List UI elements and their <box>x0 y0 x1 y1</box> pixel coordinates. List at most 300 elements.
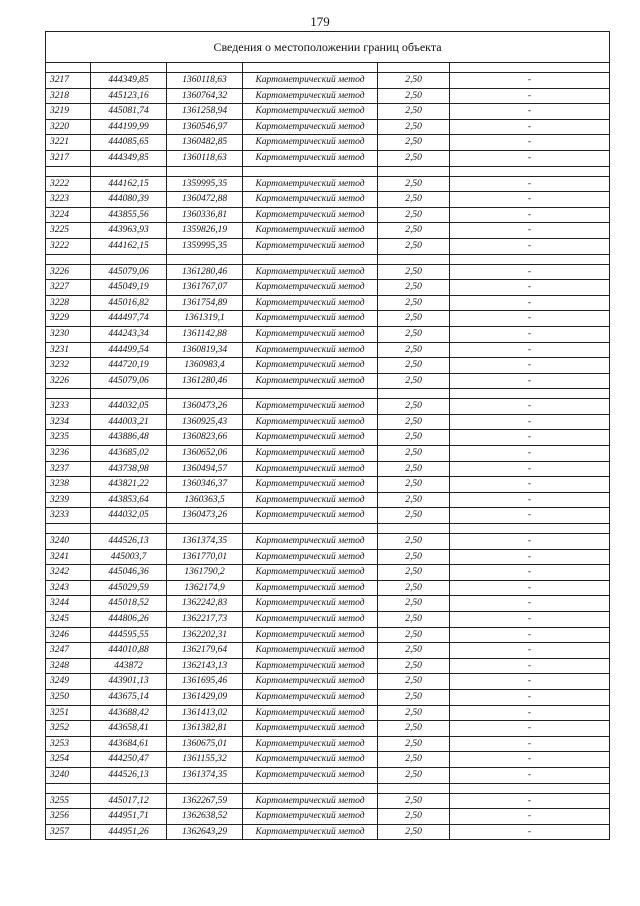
accuracy-cell: 2,50 <box>378 119 450 135</box>
accuracy-cell: 2,50 <box>378 565 450 581</box>
x-coordinate-cell: 445017,12 <box>91 793 167 809</box>
y-coordinate-cell: 1360482,85 <box>167 135 243 151</box>
empty-cell <box>46 783 91 793</box>
empty-cell <box>450 389 610 399</box>
method-cell: Картометрический метод <box>243 104 378 120</box>
remark-cell: - <box>450 150 610 166</box>
accuracy-cell: 2,50 <box>378 658 450 674</box>
remark-cell: - <box>450 824 610 840</box>
empty-cell <box>46 63 91 73</box>
y-coordinate-cell: 1362179,64 <box>167 643 243 659</box>
y-coordinate-cell: 1361695,46 <box>167 674 243 690</box>
remark-cell: - <box>450 752 610 768</box>
y-coordinate-cell: 1361767,07 <box>167 280 243 296</box>
y-coordinate-cell: 1360925,43 <box>167 414 243 430</box>
remark-cell: - <box>450 311 610 327</box>
x-coordinate-cell: 445079,06 <box>91 264 167 280</box>
table-row <box>46 311 610 327</box>
page-number: 179 <box>310 14 330 29</box>
remark-cell: - <box>450 399 610 415</box>
point-number-cell: 3225 <box>46 223 91 239</box>
empty-cell <box>378 254 450 264</box>
y-coordinate-cell: 1362638,52 <box>167 809 243 825</box>
table-row <box>46 612 610 628</box>
y-coordinate-cell: 1360363,5 <box>167 492 243 508</box>
remark-cell: - <box>450 446 610 462</box>
table-row <box>46 326 610 342</box>
table-row <box>46 446 610 462</box>
point-number-cell: 3226 <box>46 373 91 389</box>
y-coordinate-cell: 1360983,4 <box>167 358 243 374</box>
y-coordinate-cell: 1360472,88 <box>167 192 243 208</box>
y-coordinate-cell: 1360346,37 <box>167 477 243 493</box>
empty-cell <box>450 166 610 176</box>
point-number-cell: 3257 <box>46 824 91 840</box>
method-cell: Картометрический метод <box>243 477 378 493</box>
y-coordinate-cell: 1361429,09 <box>167 689 243 705</box>
x-coordinate-cell: 445016,82 <box>91 295 167 311</box>
empty-cell <box>378 166 450 176</box>
empty-cell <box>450 254 610 264</box>
accuracy-cell: 2,50 <box>378 104 450 120</box>
method-cell: Картометрический метод <box>243 264 378 280</box>
empty-cell <box>450 524 610 534</box>
y-coordinate-cell: 1360494,57 <box>167 461 243 477</box>
y-coordinate-cell: 1361754,89 <box>167 295 243 311</box>
table-row <box>46 238 610 254</box>
point-number-cell: 3234 <box>46 414 91 430</box>
point-number-cell: 3217 <box>46 150 91 166</box>
y-coordinate-cell: 1360473,26 <box>167 399 243 415</box>
x-coordinate-cell: 445018,52 <box>91 596 167 612</box>
table-row <box>46 767 610 783</box>
table-row <box>46 88 610 104</box>
method-cell: Картометрический метод <box>243 461 378 477</box>
empty-cell <box>378 783 450 793</box>
x-coordinate-cell: 444010,88 <box>91 643 167 659</box>
empty-cell <box>91 166 167 176</box>
table-row <box>46 264 610 280</box>
table-row <box>46 492 610 508</box>
empty-cell <box>243 63 378 73</box>
method-cell: Картометрический метод <box>243 280 378 296</box>
remark-cell: - <box>450 674 610 690</box>
point-number-cell: 3233 <box>46 508 91 524</box>
method-cell: Картометрический метод <box>243 580 378 596</box>
point-number-cell: 3247 <box>46 643 91 659</box>
remark-cell: - <box>450 223 610 239</box>
table-row <box>46 752 610 768</box>
table-row <box>46 280 610 296</box>
point-number-cell: 3218 <box>46 88 91 104</box>
empty-cell <box>167 389 243 399</box>
accuracy-cell: 2,50 <box>378 461 450 477</box>
remark-cell: - <box>450 492 610 508</box>
remark-cell: - <box>450 580 610 596</box>
x-coordinate-cell: 444032,05 <box>91 399 167 415</box>
x-coordinate-cell: 444250,47 <box>91 752 167 768</box>
point-number-cell: 3244 <box>46 596 91 612</box>
point-number-cell: 3222 <box>46 176 91 192</box>
x-coordinate-cell: 443738,98 <box>91 461 167 477</box>
method-cell: Картометрический метод <box>243 492 378 508</box>
method-cell: Картометрический метод <box>243 414 378 430</box>
point-number-cell: 3256 <box>46 809 91 825</box>
x-coordinate-cell: 445123,16 <box>91 88 167 104</box>
empty-cell <box>167 166 243 176</box>
point-number-cell: 3241 <box>46 549 91 565</box>
method-cell: Картометрический метод <box>243 674 378 690</box>
group-separator-row <box>46 166 610 176</box>
x-coordinate-cell: 444720,19 <box>91 358 167 374</box>
x-coordinate-cell: 445049,19 <box>91 280 167 296</box>
group-separator-row <box>46 63 610 73</box>
method-cell: Картометрический метод <box>243 135 378 151</box>
accuracy-cell: 2,50 <box>378 674 450 690</box>
point-number-cell: 3240 <box>46 534 91 550</box>
method-cell: Картометрический метод <box>243 534 378 550</box>
accuracy-cell: 2,50 <box>378 223 450 239</box>
method-cell: Картометрический метод <box>243 793 378 809</box>
method-cell: Картометрический метод <box>243 207 378 223</box>
remark-cell: - <box>450 358 610 374</box>
table-row <box>46 150 610 166</box>
y-coordinate-cell: 1361382,81 <box>167 721 243 737</box>
y-coordinate-cell: 1362643,29 <box>167 824 243 840</box>
point-number-cell: 3242 <box>46 565 91 581</box>
method-cell: Картометрический метод <box>243 824 378 840</box>
x-coordinate-cell: 444085,65 <box>91 135 167 151</box>
table-row <box>46 104 610 120</box>
x-coordinate-cell: 444243,34 <box>91 326 167 342</box>
x-coordinate-cell: 445079,06 <box>91 373 167 389</box>
accuracy-cell: 2,50 <box>378 414 450 430</box>
point-number-cell: 3232 <box>46 358 91 374</box>
accuracy-cell: 2,50 <box>378 492 450 508</box>
x-coordinate-cell: 444349,85 <box>91 150 167 166</box>
remark-cell: - <box>450 430 610 446</box>
y-coordinate-cell: 1359826,19 <box>167 223 243 239</box>
table-row <box>46 658 610 674</box>
remark-cell: - <box>450 280 610 296</box>
point-number-cell: 3219 <box>46 104 91 120</box>
accuracy-cell: 2,50 <box>378 264 450 280</box>
point-number-cell: 3240 <box>46 767 91 783</box>
x-coordinate-cell: 443685,02 <box>91 446 167 462</box>
accuracy-cell: 2,50 <box>378 295 450 311</box>
accuracy-cell: 2,50 <box>378 207 450 223</box>
point-number-cell: 3253 <box>46 736 91 752</box>
x-coordinate-cell: 444162,15 <box>91 238 167 254</box>
remark-cell: - <box>450 627 610 643</box>
point-number-cell: 3217 <box>46 73 91 89</box>
empty-cell <box>243 254 378 264</box>
method-cell: Картометрический метод <box>243 627 378 643</box>
method-cell: Картометрический метод <box>243 430 378 446</box>
accuracy-cell: 2,50 <box>378 399 450 415</box>
table-row <box>46 824 610 840</box>
table-row <box>46 135 610 151</box>
point-number-cell: 3222 <box>46 238 91 254</box>
group-separator-row <box>46 524 610 534</box>
accuracy-cell: 2,50 <box>378 477 450 493</box>
x-coordinate-cell: 444806,26 <box>91 612 167 628</box>
accuracy-cell: 2,50 <box>378 88 450 104</box>
y-coordinate-cell: 1360819,34 <box>167 342 243 358</box>
x-coordinate-cell: 444162,15 <box>91 176 167 192</box>
remark-cell: - <box>450 207 610 223</box>
method-cell: Картометрический метод <box>243 643 378 659</box>
remark-cell: - <box>450 809 610 825</box>
x-coordinate-cell: 444003,21 <box>91 414 167 430</box>
x-coordinate-cell: 444349,85 <box>91 73 167 89</box>
method-cell: Картометрический метод <box>243 88 378 104</box>
table-row <box>46 508 610 524</box>
accuracy-cell: 2,50 <box>378 192 450 208</box>
table-title: Сведения о местоположении границ объекта <box>46 32 610 63</box>
y-coordinate-cell: 1361374,35 <box>167 767 243 783</box>
point-number-cell: 3250 <box>46 689 91 705</box>
table-row <box>46 549 610 565</box>
x-coordinate-cell: 443853,64 <box>91 492 167 508</box>
remark-cell: - <box>450 192 610 208</box>
empty-cell <box>243 524 378 534</box>
method-cell: Картометрический метод <box>243 399 378 415</box>
table-row <box>46 414 610 430</box>
table-row <box>46 73 610 89</box>
remark-cell: - <box>450 264 610 280</box>
method-cell: Картометрический метод <box>243 326 378 342</box>
remark-cell: - <box>450 477 610 493</box>
table-row <box>46 643 610 659</box>
accuracy-cell: 2,50 <box>378 73 450 89</box>
remark-cell: - <box>450 73 610 89</box>
remark-cell: - <box>450 767 610 783</box>
table-row <box>46 674 610 690</box>
accuracy-cell: 2,50 <box>378 736 450 752</box>
method-cell: Картометрический метод <box>243 596 378 612</box>
x-coordinate-cell: 443963,93 <box>91 223 167 239</box>
accuracy-cell: 2,50 <box>378 580 450 596</box>
empty-cell <box>91 254 167 264</box>
y-coordinate-cell: 1360823,66 <box>167 430 243 446</box>
x-coordinate-cell: 443855,56 <box>91 207 167 223</box>
method-cell: Картометрический метод <box>243 295 378 311</box>
y-coordinate-cell: 1362143,13 <box>167 658 243 674</box>
x-coordinate-cell: 443886,48 <box>91 430 167 446</box>
empty-cell <box>378 63 450 73</box>
y-coordinate-cell: 1360652,06 <box>167 446 243 462</box>
empty-cell <box>378 389 450 399</box>
table-row <box>46 192 610 208</box>
accuracy-cell: 2,50 <box>378 238 450 254</box>
remark-cell: - <box>450 342 610 358</box>
y-coordinate-cell: 1362202,31 <box>167 627 243 643</box>
remark-cell: - <box>450 643 610 659</box>
x-coordinate-cell: 443675,14 <box>91 689 167 705</box>
method-cell: Картометрический метод <box>243 736 378 752</box>
y-coordinate-cell: 1361258,94 <box>167 104 243 120</box>
point-number-cell: 3227 <box>46 280 91 296</box>
x-coordinate-cell: 443821,22 <box>91 477 167 493</box>
accuracy-cell: 2,50 <box>378 767 450 783</box>
y-coordinate-cell: 1360118,63 <box>167 73 243 89</box>
remark-cell: - <box>450 596 610 612</box>
point-number-cell: 3255 <box>46 793 91 809</box>
accuracy-cell: 2,50 <box>378 824 450 840</box>
point-number-cell: 3238 <box>46 477 91 493</box>
method-cell: Картометрический метод <box>243 311 378 327</box>
method-cell: Картометрический метод <box>243 238 378 254</box>
x-coordinate-cell: 443658,41 <box>91 721 167 737</box>
y-coordinate-cell: 1361374,35 <box>167 534 243 550</box>
table-row <box>46 736 610 752</box>
group-separator-row <box>46 389 610 399</box>
y-coordinate-cell: 1361280,46 <box>167 264 243 280</box>
remark-cell: - <box>450 612 610 628</box>
x-coordinate-cell: 445046,36 <box>91 565 167 581</box>
x-coordinate-cell: 444032,05 <box>91 508 167 524</box>
accuracy-cell: 2,50 <box>378 627 450 643</box>
accuracy-cell: 2,50 <box>378 135 450 151</box>
method-cell: Картометрический метод <box>243 373 378 389</box>
group-separator-row <box>46 254 610 264</box>
point-number-cell: 3233 <box>46 399 91 415</box>
remark-cell: - <box>450 104 610 120</box>
remark-cell: - <box>450 119 610 135</box>
accuracy-cell: 2,50 <box>378 612 450 628</box>
accuracy-cell: 2,50 <box>378 311 450 327</box>
y-coordinate-cell: 1359995,35 <box>167 238 243 254</box>
table-row <box>46 358 610 374</box>
empty-cell <box>450 783 610 793</box>
empty-cell <box>243 166 378 176</box>
method-cell: Картометрический метод <box>243 150 378 166</box>
method-cell: Картометрический метод <box>243 767 378 783</box>
table-row <box>46 373 610 389</box>
point-number-cell: 3231 <box>46 342 91 358</box>
x-coordinate-cell: 444951,26 <box>91 824 167 840</box>
point-number-cell: 3228 <box>46 295 91 311</box>
empty-cell <box>91 63 167 73</box>
table-row <box>46 223 610 239</box>
remark-cell: - <box>450 689 610 705</box>
empty-cell <box>167 524 243 534</box>
y-coordinate-cell: 1361770,01 <box>167 549 243 565</box>
method-cell: Картометрический метод <box>243 119 378 135</box>
y-coordinate-cell: 1362242,83 <box>167 596 243 612</box>
table-row <box>46 565 610 581</box>
y-coordinate-cell: 1359995,35 <box>167 176 243 192</box>
point-number-cell: 3226 <box>46 264 91 280</box>
remark-cell: - <box>450 721 610 737</box>
point-number-cell: 3245 <box>46 612 91 628</box>
remark-cell: - <box>450 238 610 254</box>
point-number-cell: 3243 <box>46 580 91 596</box>
method-cell: Картометрический метод <box>243 358 378 374</box>
table-row <box>46 580 610 596</box>
empty-cell <box>91 524 167 534</box>
x-coordinate-cell: 443684,61 <box>91 736 167 752</box>
accuracy-cell: 2,50 <box>378 596 450 612</box>
empty-cell <box>46 524 91 534</box>
method-cell: Картометрический метод <box>243 705 378 721</box>
x-coordinate-cell: 444080,39 <box>91 192 167 208</box>
table-row <box>46 793 610 809</box>
remark-cell: - <box>450 565 610 581</box>
method-cell: Картометрический метод <box>243 176 378 192</box>
point-number-cell: 3224 <box>46 207 91 223</box>
y-coordinate-cell: 1360473,26 <box>167 508 243 524</box>
point-number-cell: 3235 <box>46 430 91 446</box>
accuracy-cell: 2,50 <box>378 342 450 358</box>
method-cell: Картометрический метод <box>243 73 378 89</box>
x-coordinate-cell: 444499,54 <box>91 342 167 358</box>
remark-cell: - <box>450 736 610 752</box>
method-cell: Картометрический метод <box>243 565 378 581</box>
x-coordinate-cell: 444526,13 <box>91 534 167 550</box>
method-cell: Картометрический метод <box>243 342 378 358</box>
accuracy-cell: 2,50 <box>378 358 450 374</box>
point-number-cell: 3236 <box>46 446 91 462</box>
y-coordinate-cell: 1362267,59 <box>167 793 243 809</box>
x-coordinate-cell: 444951,71 <box>91 809 167 825</box>
remark-cell: - <box>450 461 610 477</box>
accuracy-cell: 2,50 <box>378 150 450 166</box>
accuracy-cell: 2,50 <box>378 508 450 524</box>
y-coordinate-cell: 1360764,32 <box>167 88 243 104</box>
table-row <box>46 176 610 192</box>
empty-cell <box>243 389 378 399</box>
table-row <box>46 721 610 737</box>
empty-cell <box>91 389 167 399</box>
y-coordinate-cell: 1361319,1 <box>167 311 243 327</box>
table-row <box>46 461 610 477</box>
table-row <box>46 119 610 135</box>
method-cell: Картометрический метод <box>243 752 378 768</box>
y-coordinate-cell: 1361142,88 <box>167 326 243 342</box>
method-cell: Картометрический метод <box>243 192 378 208</box>
x-coordinate-cell: 444199,99 <box>91 119 167 135</box>
point-number-cell: 3246 <box>46 627 91 643</box>
accuracy-cell: 2,50 <box>378 430 450 446</box>
table-row <box>46 295 610 311</box>
table-row <box>46 689 610 705</box>
boundary-table <box>45 31 610 840</box>
x-coordinate-cell: 444497,74 <box>91 311 167 327</box>
empty-cell <box>450 63 610 73</box>
method-cell: Картометрический метод <box>243 689 378 705</box>
remark-cell: - <box>450 793 610 809</box>
point-number-cell: 3251 <box>46 705 91 721</box>
method-cell: Картометрический метод <box>243 549 378 565</box>
accuracy-cell: 2,50 <box>378 809 450 825</box>
remark-cell: - <box>450 88 610 104</box>
table-row <box>46 596 610 612</box>
y-coordinate-cell: 1361790,2 <box>167 565 243 581</box>
table-title-row <box>46 32 610 63</box>
empty-cell <box>167 63 243 73</box>
table-row <box>46 477 610 493</box>
empty-cell <box>378 524 450 534</box>
remark-cell: - <box>450 135 610 151</box>
table-row <box>46 430 610 446</box>
table-row <box>46 627 610 643</box>
accuracy-cell: 2,50 <box>378 643 450 659</box>
y-coordinate-cell: 1362217,73 <box>167 612 243 628</box>
table-row <box>46 705 610 721</box>
point-number-cell: 3229 <box>46 311 91 327</box>
